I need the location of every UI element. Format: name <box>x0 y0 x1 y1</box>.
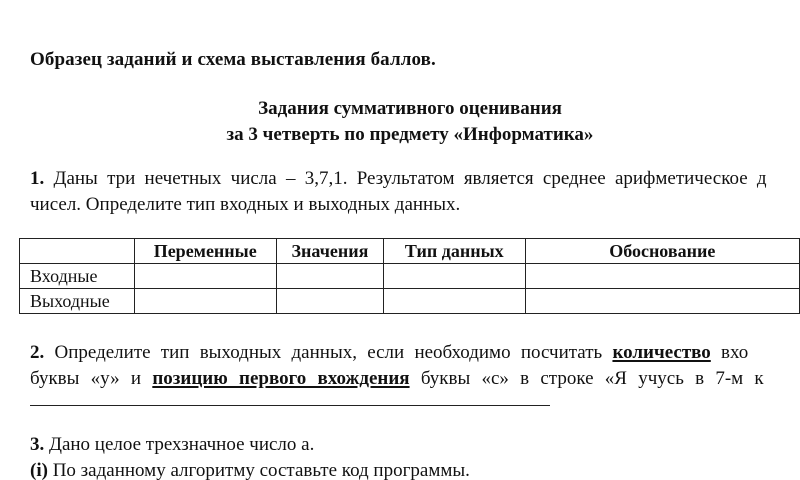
table-cell <box>384 264 525 289</box>
table-header-cell: Обоснование <box>525 239 799 264</box>
table-header-cell: Переменные <box>134 239 276 264</box>
table-cell <box>384 289 525 314</box>
data-types-table <box>19 238 800 314</box>
task-3-line-1 <box>30 432 314 458</box>
task-2-line-2 <box>30 366 764 392</box>
title-line-1: Задания суммативного оценивания <box>258 98 562 119</box>
task-2-text-1: Определите тип выходных данных, если необходимо посчитать <box>54 342 603 363</box>
task-3-text-1: Дано целое трехзначное число а. <box>49 434 315 455</box>
table-row <box>20 289 800 314</box>
answer-line <box>30 405 550 406</box>
table-cell <box>525 289 799 314</box>
task-3-number: 3. <box>30 434 45 455</box>
table-header-cell: Тип данных <box>384 239 525 264</box>
task-1-text-1: Даны три нечетных числа – 3,7,1. Результатом является среднее арифметическое д <box>53 168 767 189</box>
task-3-line-2 <box>30 458 470 480</box>
task-1-line-1 <box>30 166 767 192</box>
table-row-label: Входные <box>20 264 135 289</box>
table-cell <box>134 289 276 314</box>
task-3-sub-number: (i) <box>30 460 48 480</box>
task-2-text-1-end: вхо <box>721 342 749 363</box>
table-cell <box>276 264 383 289</box>
document-title <box>180 96 640 148</box>
task-2-text-2: буквы «у» и <box>30 368 142 389</box>
title-line-2: за 3 четверть по предмету «Информатика» <box>226 124 594 145</box>
task-2-number: 2. <box>30 342 45 363</box>
table-header-cell: Значения <box>276 239 383 264</box>
table-cell <box>276 289 383 314</box>
table-row-label: Выходные <box>20 289 135 314</box>
task-3-text-2: По заданному алгоритму составьте код программы. <box>52 460 470 480</box>
task-2-text-2-end: буквы «с» в строке «Я учусь в 7-м к <box>420 368 764 389</box>
table-header-cell <box>20 239 135 264</box>
task-1-line-2: чисел. Определите тип входных и выходных данных. <box>30 194 461 215</box>
table-row <box>20 264 800 289</box>
table-cell <box>525 264 799 289</box>
task-2-underlined-2: позицию первого вхождения <box>152 368 410 389</box>
table-cell <box>134 264 276 289</box>
document-heading: Образец заданий и схема выставления баллов. <box>30 49 436 70</box>
table-header-row <box>20 239 800 264</box>
task-2-line-1 <box>30 340 748 366</box>
task-1-number: 1. <box>30 168 45 189</box>
task-2-underlined-1: количество <box>612 342 711 363</box>
